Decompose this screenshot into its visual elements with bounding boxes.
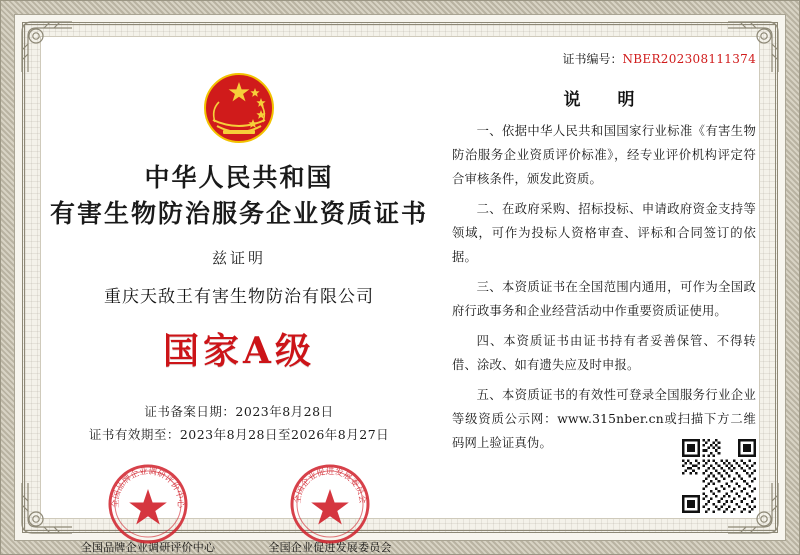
notice-item: 四、本资质证书由证书持有者妥善保管、不得转借、涂改、如有遗失应及时申报。 xyxy=(452,333,756,372)
record-date-row xyxy=(44,400,434,424)
seal-group xyxy=(44,461,434,555)
certificate-main-panel xyxy=(44,40,434,554)
svg-text:全国企业促进发展委员会: 全国企业促进发展委员会 xyxy=(292,467,368,505)
company-name: 重庆天敌王有害生物防治有限公司 xyxy=(104,286,374,307)
attest-label: 兹证明 xyxy=(211,248,266,267)
title-line-1: 中华人民共和国 xyxy=(144,163,334,192)
notice-heading: 说 明 xyxy=(563,90,645,110)
seal-stamp-icon xyxy=(287,461,373,547)
valid-date-value: 2023年8月28日至2026年8月27日 xyxy=(179,427,390,443)
verification-qr-code xyxy=(682,439,756,513)
svg-text:全国品牌企业调研评价中心: 全国品牌企业调研评价中心 xyxy=(110,466,186,509)
valid-date-label: 证书有效期至： xyxy=(88,427,180,443)
certificate-notice-panel xyxy=(434,40,756,515)
seal-caption: 全国企业促进发展委员会 xyxy=(268,541,392,554)
certificate-number-label: 证书编号： xyxy=(562,52,623,66)
seal-promotion-committee xyxy=(255,461,405,555)
notice-item: 五、本资质证书的有效性可登录全国服务行业企业等级资质公示网：www.315nber.cn或扫描下方二维码网上验证真伪。 xyxy=(452,387,756,450)
seal-brand-center xyxy=(73,461,223,555)
record-date-label: 证书备案日期： xyxy=(144,403,236,419)
title-line-2: 有害生物防治服务企业资质证书 xyxy=(49,199,428,229)
certificate-number-value: NBER202308111374 xyxy=(622,52,756,66)
notice-item: 三、本资质证书在全国范围内通用，可作为全国政府行政事务和企业经营活动中作重要资质证使用。 xyxy=(452,279,756,318)
notice-item: 一、依据中华人民共和国国家行业标准《有害生物防治服务企业资质评价标准》，经专业评价机构评定符合审核条件，颁发此资质。 xyxy=(452,124,756,186)
certificate-title xyxy=(44,160,434,233)
grade-badge: 国家A级 xyxy=(163,329,315,372)
date-block xyxy=(44,400,434,448)
seal-stamp-icon xyxy=(105,461,191,547)
record-date-value: 2023年8月28日 xyxy=(235,403,334,419)
notice-item: 二、在政府采购、招标投标、申请政府资金支持等领域，可作为投标人资格审查、评标和合同签订的依据。 xyxy=(452,201,756,264)
seal-caption: 全国品牌企业调研评价中心 xyxy=(80,541,216,554)
certificate-number xyxy=(452,50,756,67)
national-emblem-icon xyxy=(193,58,285,150)
emblem-container xyxy=(44,58,434,150)
valid-date-row xyxy=(44,423,434,447)
